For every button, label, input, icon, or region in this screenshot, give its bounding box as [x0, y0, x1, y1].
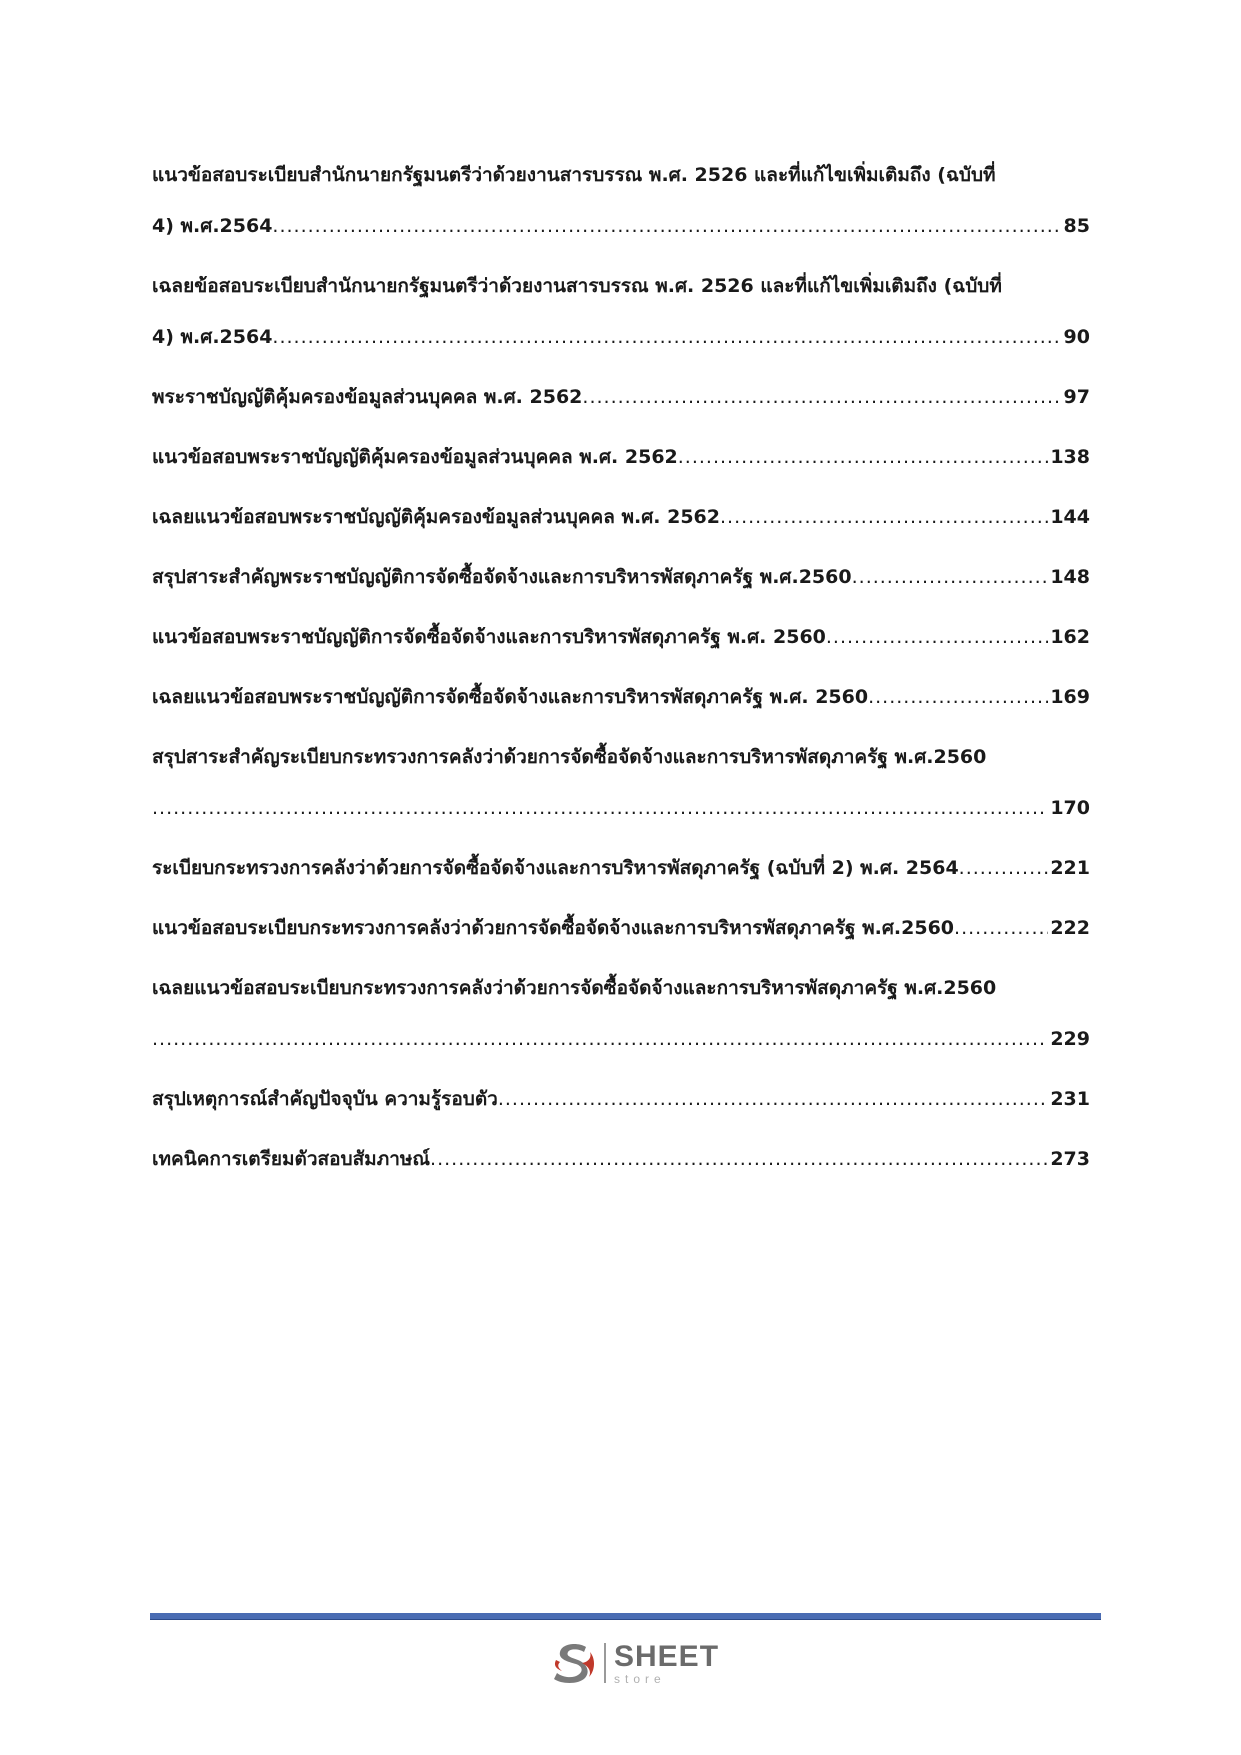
toc-leader [152, 1014, 1048, 1065]
toc-page-number: 162 [1050, 626, 1090, 648]
toc-entry[interactable] [152, 843, 1090, 894]
toc-leader [959, 843, 1049, 894]
toc-entry-title: แนวข้อสอบพระราชบัญญัติคุ้มครองข้อมูลส่วนบุคคล พ.ศ. 2562 [152, 446, 678, 468]
toc-page-number: 85 [1063, 215, 1090, 237]
toc-entry-title-line1: แนวข้อสอบระเบียบสำนักนายกรัฐมนตรีว่าด้วยงานสารบรรณ พ.ศ. 2526 และที่แก้ไขเพิ่มเติมถึง (ฉบับที่ [152, 164, 996, 186]
toc-entry-title: แนวข้อสอบพระราชบัญญัติการจัดซื้อจัดจ้างและการบริหารพัสดุภาครัฐ พ.ศ. 2560 [152, 626, 826, 648]
toc-entry-title: แนวข้อสอบระเบียบกระทรวงการคลังว่าด้วยการจัดซื้อจัดจ้างและการบริหารพัสดุภาครัฐ พ.ศ.2560 [152, 917, 955, 939]
toc-entry-title: 4) พ.ศ.2564 [152, 326, 273, 348]
toc-page-number: 97 [1063, 386, 1090, 408]
toc-entry-title: สรุปสาระสำคัญพระราชบัญญัติการจัดซื้อจัดจ้างและการบริหารพัสดุภาครัฐ พ.ศ.2560 [152, 566, 852, 588]
sheet-store-logo [548, 1635, 728, 1691]
toc-leader [678, 432, 1049, 483]
toc-entry-title: เฉลยแนวข้อสอบพระราชบัญญัติการจัดซื้อจัดจ้างและการบริหารพัสดุภาครัฐ พ.ศ. 2560 [152, 686, 869, 708]
toc-leader [582, 372, 1061, 423]
toc-page-number: 222 [1050, 917, 1090, 939]
footer-divider [150, 1613, 1101, 1620]
toc-page-number: 273 [1050, 1148, 1090, 1170]
toc-page-number: 148 [1050, 566, 1090, 588]
toc-entry-title: เฉลยแนวข้อสอบพระราชบัญญัติคุ้มครองข้อมูลส่วนบุคคล พ.ศ. 2562 [152, 506, 720, 528]
toc-entry[interactable] [152, 1134, 1090, 1185]
toc-entry-title-line1: เฉลยข้อสอบระเบียบสำนักนายกรัฐมนตรีว่าด้วยงานสารบรรณ พ.ศ. 2526 และที่แก้ไขเพิ่มเติมถึง (ฉบับที่ [152, 275, 1002, 297]
toc-entry[interactable] [152, 963, 1090, 1065]
toc-entry[interactable] [152, 732, 1090, 834]
toc-entry[interactable] [152, 372, 1090, 423]
toc-entry-title: เทคนิคการเตรียมตัวสอบสัมภาษณ์ [152, 1148, 431, 1170]
sheet-store-logo-icon [548, 1638, 598, 1688]
toc-page-number: 221 [1050, 857, 1090, 879]
toc-leader [152, 783, 1048, 834]
toc-entry[interactable] [152, 492, 1090, 543]
toc-entry[interactable] [152, 903, 1090, 954]
toc-leader [498, 1074, 1048, 1125]
toc-entry[interactable] [152, 612, 1090, 663]
toc-page-number: 90 [1063, 326, 1090, 348]
toc-page-number: 229 [1050, 1028, 1090, 1050]
toc-entry[interactable] [152, 1074, 1090, 1125]
toc-leader [272, 312, 1061, 363]
logo-separator [604, 1643, 606, 1683]
toc-entry[interactable] [152, 552, 1090, 603]
table-of-contents [152, 150, 1090, 1194]
toc-page-number: 231 [1050, 1088, 1090, 1110]
logo-subword: store [614, 1671, 666, 1686]
toc-entry[interactable] [152, 150, 1090, 252]
toc-entry[interactable] [152, 672, 1090, 723]
toc-leader [272, 201, 1061, 252]
logo-wordmark [614, 1639, 720, 1686]
toc-leader [430, 1134, 1048, 1185]
logo-word: SHEET [614, 1639, 720, 1673]
toc-entry-title: สรุปเหตุการณ์สำคัญปัจจุบัน ความรู้รอบตัว [152, 1088, 498, 1110]
toc-entry-title-line1: เฉลยแนวข้อสอบระเบียบกระทรวงการคลังว่าด้วยการจัดซื้อจัดจ้างและการบริหารพัสดุภาครัฐ พ.ศ.2560 [152, 977, 997, 999]
toc-leader [954, 903, 1048, 954]
toc-page-number: 138 [1050, 446, 1090, 468]
toc-page-number: 169 [1050, 686, 1090, 708]
toc-page-number: 170 [1050, 797, 1090, 819]
toc-entry-title: 4) พ.ศ.2564 [152, 215, 273, 237]
toc-entry[interactable] [152, 432, 1090, 483]
toc-entry[interactable] [152, 261, 1090, 363]
toc-leader [826, 612, 1048, 663]
toc-entry-title: พระราชบัญญัติคุ้มครองข้อมูลส่วนบุคคล พ.ศ. 2562 [152, 386, 583, 408]
toc-entry-title: ระเบียบกระทรวงการคลังว่าด้วยการจัดซื้อจัดจ้างและการบริหารพัสดุภาครัฐ (ฉบับที่ 2) พ.ศ. 2564 [152, 857, 959, 879]
toc-entry-title-line1: สรุปสาระสำคัญระเบียบกระทรวงการคลังว่าด้วยการจัดซื้อจัดจ้างและการบริหารพัสดุภาครัฐ พ.ศ.2560 [152, 746, 987, 768]
toc-leader [720, 492, 1048, 543]
toc-leader [852, 552, 1049, 603]
toc-page-number: 144 [1050, 506, 1090, 528]
toc-leader [868, 672, 1048, 723]
